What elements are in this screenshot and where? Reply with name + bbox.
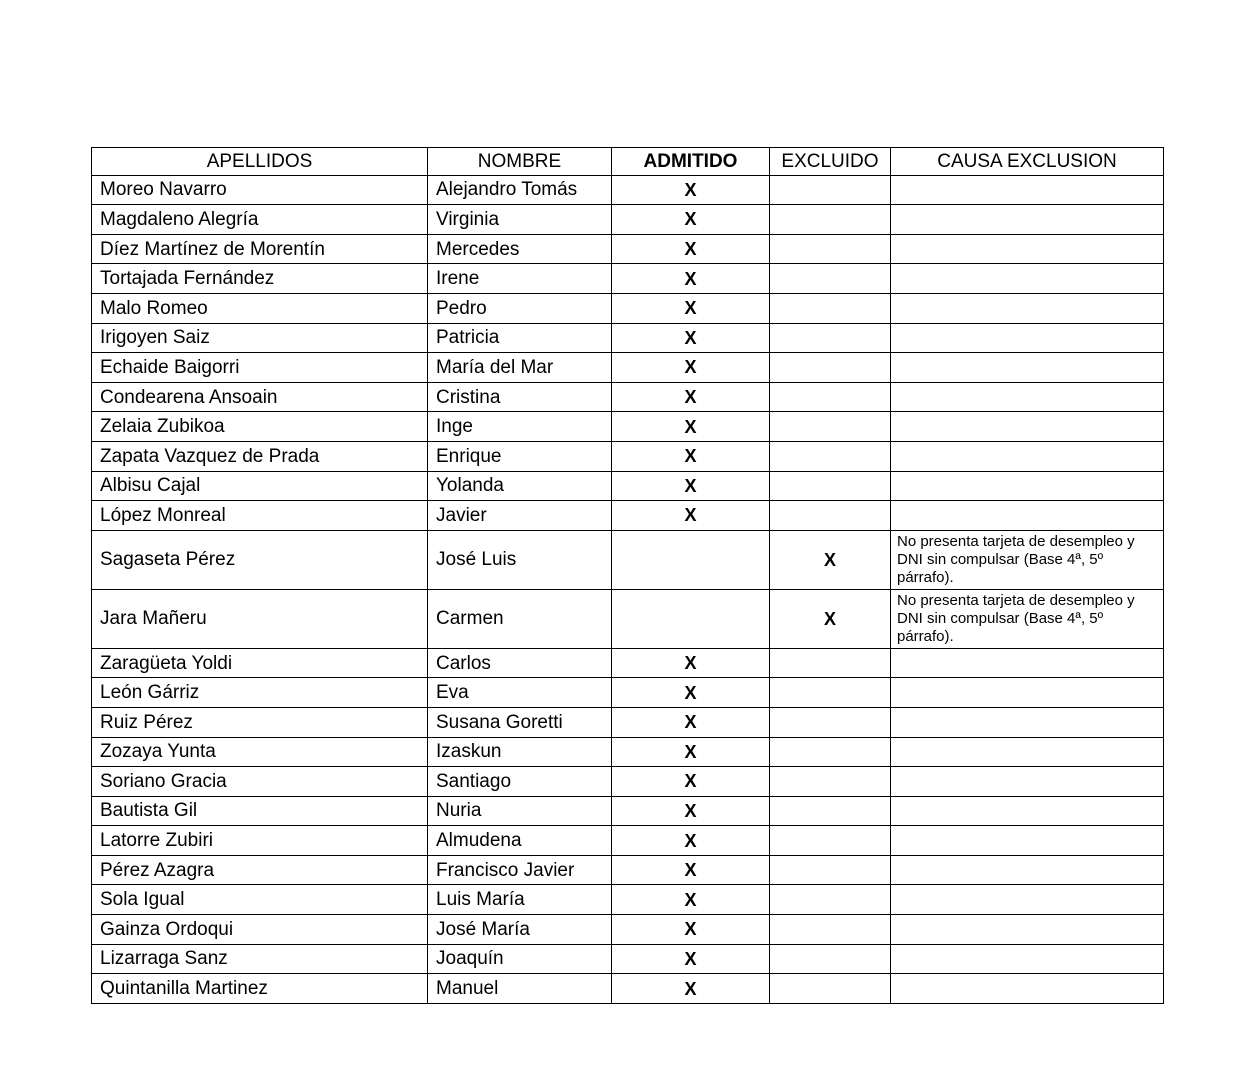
cell-excluido-mark [770,205,891,235]
cell-nombre: Izaskun [428,737,612,767]
cell-apellidos: Tortajada Fernández [92,264,428,294]
cell-admitido-mark: X [612,382,770,412]
cell-causa-exclusion [891,412,1164,442]
cell-causa-exclusion [891,382,1164,412]
cell-apellidos: Lizarraga Sanz [92,944,428,974]
cell-nombre: Manuel [428,974,612,1004]
cell-apellidos: Bautista Gil [92,796,428,826]
cell-admitido-mark: X [612,293,770,323]
cell-admitido-mark: X [612,767,770,797]
cell-excluido-mark [770,678,891,708]
cell-apellidos: Sagaseta Pérez [92,530,428,589]
cell-causa-exclusion [891,205,1164,235]
header-admitido: ADMITIDO [612,148,770,176]
cell-admitido-mark: X [612,944,770,974]
cell-nombre: Susana Goretti [428,707,612,737]
cell-nombre: Luis María [428,885,612,915]
cell-apellidos: Latorre Zubiri [92,826,428,856]
cell-apellidos: Albisu Cajal [92,471,428,501]
header-nombre: NOMBRE [428,148,612,176]
cell-nombre: Santiago [428,767,612,797]
table-row [92,382,1164,412]
table-row [92,412,1164,442]
cell-causa-exclusion [891,293,1164,323]
cell-causa-exclusion: No presenta tarjeta de desempleo y DNI sin compulsar (Base 4ª, 5º párrafo). [891,589,1164,648]
cell-excluido-mark [770,293,891,323]
header-causa-exclusion: CAUSA EXCLUSION [891,148,1164,176]
cell-admitido-mark [612,530,770,589]
cell-causa-exclusion: No presenta tarjeta de desempleo y DNI sin compulsar (Base 4ª, 5º párrafo). [891,530,1164,589]
cell-nombre: Nuria [428,796,612,826]
cell-nombre: Patricia [428,323,612,353]
cell-causa-exclusion [891,944,1164,974]
cell-admitido-mark: X [612,353,770,383]
cell-excluido-mark [770,737,891,767]
cell-apellidos: Quintanilla Martinez [92,974,428,1004]
cell-apellidos: Echaide Baigorri [92,353,428,383]
cell-causa-exclusion [891,678,1164,708]
cell-admitido-mark: X [612,974,770,1004]
cell-excluido-mark [770,648,891,678]
cell-causa-exclusion [891,234,1164,264]
header-row [92,148,1164,176]
table-row [92,796,1164,826]
table-row [92,855,1164,885]
cell-excluido-mark [770,944,891,974]
table-row [92,530,1164,589]
cell-nombre: Virginia [428,205,612,235]
cell-excluido-mark [770,707,891,737]
cell-admitido-mark: X [612,826,770,856]
cell-causa-exclusion [891,737,1164,767]
cell-apellidos: Soriano Gracia [92,767,428,797]
cell-nombre: Alejandro Tomás [428,175,612,205]
cell-excluido-mark [770,382,891,412]
cell-apellidos: Zozaya Yunta [92,737,428,767]
table-row [92,915,1164,945]
admission-table [91,147,1164,1004]
cell-nombre: Inge [428,412,612,442]
cell-nombre: Mercedes [428,234,612,264]
cell-causa-exclusion [891,471,1164,501]
cell-excluido-mark: X [770,530,891,589]
cell-admitido-mark: X [612,441,770,471]
cell-nombre: Cristina [428,382,612,412]
cell-nombre: Enrique [428,441,612,471]
cell-apellidos: Condearena Ansoain [92,382,428,412]
cell-causa-exclusion [891,175,1164,205]
cell-apellidos: Zapata Vazquez de Prada [92,441,428,471]
cell-causa-exclusion [891,707,1164,737]
cell-admitido-mark: X [612,678,770,708]
table-body [92,175,1164,1003]
cell-excluido-mark [770,826,891,856]
cell-causa-exclusion [891,323,1164,353]
cell-apellidos: Magdaleno Alegría [92,205,428,235]
cell-apellidos: Moreo Navarro [92,175,428,205]
cell-excluido-mark [770,353,891,383]
cell-admitido-mark: X [612,412,770,442]
cell-apellidos: Díez Martínez de Morentín [92,234,428,264]
cell-causa-exclusion [891,826,1164,856]
cell-apellidos: Pérez Azagra [92,855,428,885]
cell-excluido-mark [770,915,891,945]
cell-excluido-mark [770,175,891,205]
cell-excluido-mark [770,264,891,294]
cell-excluido-mark [770,855,891,885]
cell-causa-exclusion [891,648,1164,678]
cell-apellidos: Irigoyen Saiz [92,323,428,353]
cell-excluido-mark [770,767,891,797]
cell-causa-exclusion [891,796,1164,826]
cell-causa-exclusion [891,501,1164,531]
cell-excluido-mark [770,441,891,471]
table-row [92,175,1164,205]
cell-admitido-mark [612,589,770,648]
cell-causa-exclusion [891,885,1164,915]
cell-causa-exclusion [891,441,1164,471]
cell-nombre: Carlos [428,648,612,678]
cell-apellidos: Jara Mañeru [92,589,428,648]
cell-nombre: Almudena [428,826,612,856]
table-row [92,293,1164,323]
cell-nombre: Pedro [428,293,612,323]
table-row [92,353,1164,383]
table-row [92,737,1164,767]
header-excluido: EXCLUIDO [770,148,891,176]
table-row [92,234,1164,264]
cell-admitido-mark: X [612,737,770,767]
cell-nombre: Irene [428,264,612,294]
cell-excluido-mark [770,471,891,501]
table-row [92,323,1164,353]
cell-apellidos: Malo Romeo [92,293,428,323]
table-row [92,707,1164,737]
table-row [92,471,1164,501]
cell-causa-exclusion [891,974,1164,1004]
cell-nombre: José María [428,915,612,945]
cell-causa-exclusion [891,767,1164,797]
cell-admitido-mark: X [612,915,770,945]
cell-admitido-mark: X [612,501,770,531]
table-header [92,148,1164,176]
cell-causa-exclusion [891,915,1164,945]
cell-admitido-mark: X [612,707,770,737]
cell-apellidos: León Gárriz [92,678,428,708]
cell-apellidos: Zaragüeta Yoldi [92,648,428,678]
table-row [92,589,1164,648]
cell-nombre: Yolanda [428,471,612,501]
cell-admitido-mark: X [612,796,770,826]
cell-admitido-mark: X [612,323,770,353]
cell-excluido-mark [770,234,891,264]
cell-nombre: José Luis [428,530,612,589]
table-row [92,767,1164,797]
cell-excluido-mark [770,412,891,442]
cell-excluido-mark [770,323,891,353]
table-row [92,205,1164,235]
cell-excluido-mark [770,796,891,826]
table-row [92,501,1164,531]
table-row [92,441,1164,471]
cell-nombre: Carmen [428,589,612,648]
table-row [92,885,1164,915]
cell-nombre: María del Mar [428,353,612,383]
cell-apellidos: Gainza Ordoqui [92,915,428,945]
cell-apellidos: López Monreal [92,501,428,531]
cell-admitido-mark: X [612,648,770,678]
cell-apellidos: Ruiz Pérez [92,707,428,737]
table-row [92,974,1164,1004]
cell-admitido-mark: X [612,471,770,501]
cell-apellidos: Zelaia Zubikoa [92,412,428,442]
cell-admitido-mark: X [612,264,770,294]
table-row [92,264,1164,294]
cell-excluido-mark [770,501,891,531]
cell-admitido-mark: X [612,855,770,885]
cell-nombre: Eva [428,678,612,708]
cell-apellidos: Sola Igual [92,885,428,915]
cell-admitido-mark: X [612,175,770,205]
cell-causa-exclusion [891,353,1164,383]
cell-causa-exclusion [891,855,1164,885]
cell-excluido-mark: X [770,589,891,648]
cell-nombre: Joaquín [428,944,612,974]
cell-admitido-mark: X [612,234,770,264]
cell-nombre: Javier [428,501,612,531]
cell-excluido-mark [770,885,891,915]
cell-admitido-mark: X [612,205,770,235]
cell-excluido-mark [770,974,891,1004]
table-row [92,648,1164,678]
table-row [92,826,1164,856]
cell-admitido-mark: X [612,885,770,915]
cell-nombre: Francisco Javier [428,855,612,885]
cell-causa-exclusion [891,264,1164,294]
header-apellidos: APELLIDOS [92,148,428,176]
table-row [92,944,1164,974]
table-row [92,678,1164,708]
